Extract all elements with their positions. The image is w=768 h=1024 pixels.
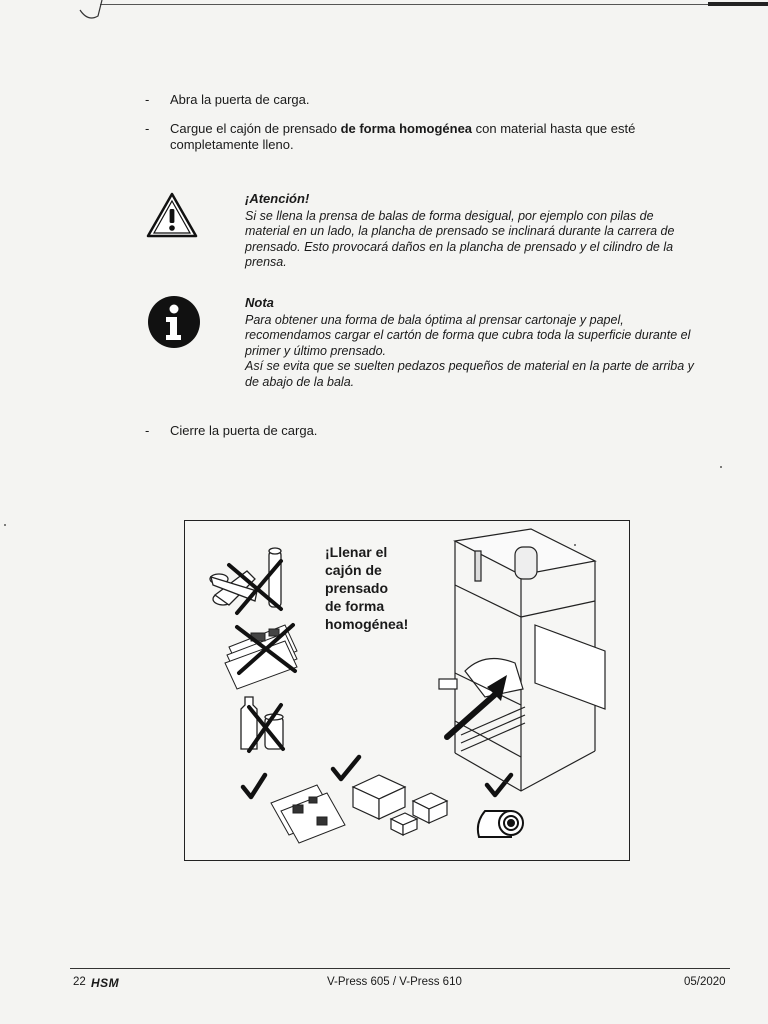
attention-block	[245, 191, 695, 271]
figure-caption	[325, 543, 435, 633]
instruction-text: Abra la puerta de carga.	[170, 92, 310, 107]
note-title: Nota	[245, 295, 274, 310]
paper-roll-icon	[478, 811, 523, 837]
loading-illustration	[184, 520, 630, 861]
instruction-text-after: con material hasta que esté completamente lleno.	[170, 121, 636, 152]
warning-triangle-icon	[146, 192, 198, 238]
figure-caption-line: prensado	[325, 580, 389, 596]
instruction-text-bold: de forma homogénea	[340, 121, 473, 136]
figure-caption-line: homogénea!	[325, 616, 409, 632]
model-name: V-Press 605 / V-Press 610	[327, 976, 462, 988]
info-icon	[147, 295, 201, 349]
note-body-paragraph-2: Así se evita que se suelten pedazos pequeños de material en la parte de arriba y de abajo de la bala.	[245, 359, 694, 389]
bullet-dash: -	[145, 423, 150, 438]
scan-speck	[720, 466, 722, 468]
attention-body: Si se llena la prensa de balas de forma desigual, por ejemplo con pilas de material en un lado, la plancha de prensado se inclinará durante la carrera de prensado. Esto provocará daños en la plancha de prensado y el cilindro de la prensa.	[245, 208, 675, 269]
scan-speck	[574, 544, 576, 546]
instruction-text	[170, 121, 690, 153]
bullet-dash: -	[145, 121, 150, 136]
page-number: 22	[73, 976, 86, 988]
attention-title: ¡Atención!	[245, 191, 310, 206]
scan-speck	[4, 524, 6, 526]
note-body	[245, 313, 695, 391]
top-edge-mark	[708, 2, 768, 6]
figure-caption-line: cajón de	[325, 562, 382, 578]
magazine-stack-icon	[225, 625, 297, 689]
corner-pen-mark	[78, 0, 108, 24]
note-block	[245, 295, 695, 390]
bullet-dash: -	[145, 92, 150, 107]
figure-caption-line: de forma	[325, 598, 385, 614]
brand-logo: HSM	[91, 976, 120, 990]
cardboard-boxes-icon	[353, 775, 447, 835]
baling-press-machine-icon	[439, 529, 605, 791]
document-date: 05/2020	[684, 976, 726, 988]
figure-caption-line: ¡Llenar el	[325, 544, 388, 560]
top-edge-line	[100, 4, 768, 5]
instruction-text: Cierre la puerta de carga.	[170, 423, 318, 438]
newspaper-pile-icon	[271, 785, 345, 843]
note-body-paragraph-1: Para obtener una forma de bala óptima al prensar cartonaje y papel, recomendamos cargar el cartón de forma que cubra toda la superficie durante el primer y último prensado.	[245, 312, 691, 358]
instruction-text-before: Cargue el cajón de prensado	[170, 121, 341, 136]
footer-rule	[70, 968, 730, 969]
